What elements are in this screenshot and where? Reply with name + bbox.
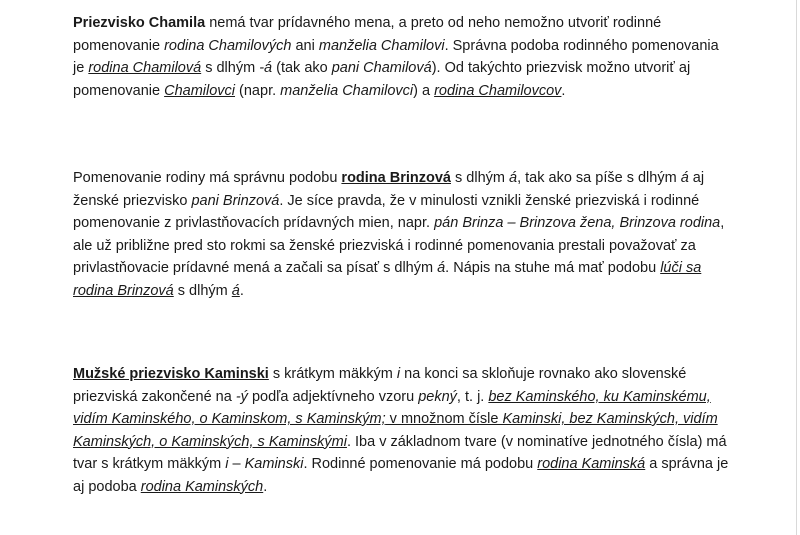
text-run: rodina Kaminských xyxy=(140,478,264,495)
text-run: s dlhým xyxy=(173,282,232,299)
text-run: manželia Chamilovci xyxy=(280,82,414,99)
paragraph-kaminski xyxy=(73,363,733,498)
text-run: . Správna podoba rodinného pomenovania je xyxy=(73,37,719,76)
text-run: Pomenovanie rodiny má správnu podobu xyxy=(73,170,342,186)
text-run: bez Kaminského, ku Kaminskému, vidím Kaminského, o Kaminskom, s Kaminským; xyxy=(73,388,711,427)
text-run: -á xyxy=(259,60,273,76)
text-run: ) a xyxy=(413,82,435,99)
text-run: rodina Kaminská xyxy=(537,456,646,472)
text-run: lúči sa rodina Brinzová xyxy=(73,260,702,299)
text-run: . Nápis na stuhe má mať podobu xyxy=(445,260,661,276)
text-run: rodina Chamilová xyxy=(88,60,202,76)
text-run: ). Od takýchto priezvisk možno utvoriť aj pomenovanie xyxy=(73,60,691,99)
text-run: . Iba v základnom tvare (v nominatíve jednotného čísla) má tvar s krátkym mäkkým xyxy=(73,433,727,472)
text-run: aj ženské priezvisko xyxy=(73,170,705,209)
text-run: – xyxy=(228,456,245,472)
text-run: á xyxy=(680,170,689,186)
text-run: Priezvisko Chamila xyxy=(73,15,206,31)
text-run: s dlhým xyxy=(451,170,510,186)
text-run: rodina Chamilovcov xyxy=(434,82,562,99)
text-run: ani xyxy=(291,37,319,54)
text-run: pán Brinza – Brinzova žena, Brinzova rodina xyxy=(434,215,721,231)
text-run: Kaminski, bez Kaminských, vidím Kaminských, o Kaminských, s Kaminskými xyxy=(73,411,718,450)
text-run: , tak ako sa píše s dlhým xyxy=(517,170,681,186)
text-run: podľa adjektívneho vzoru xyxy=(247,388,419,405)
text-run: na konci sa skloňuje rovnako ako slovenské priezviská zakončené na xyxy=(73,366,687,405)
text-run: pani Chamilová xyxy=(331,60,432,76)
text-run: , ale už približne pred sto rokmi sa ženské priezviská i rodinné pomenovania prestali považovať za privlastňovacie prídavné mená a začali sa písať s dlhým xyxy=(73,215,725,276)
text-run: s krátkym mäkkým xyxy=(268,366,397,382)
text-run: v množnom čísle xyxy=(385,411,503,427)
paragraph-chamila xyxy=(73,12,733,102)
text-run: Kaminski xyxy=(244,456,304,472)
text-run: á xyxy=(509,170,518,186)
text-run: a správna je aj podoba xyxy=(73,456,729,495)
text-run: i xyxy=(225,456,229,472)
page-edge-divider xyxy=(796,0,797,535)
text-run: . Je síce pravda, že v minulosti vznikli ženské priezviská i rodinné pomenovanie z privlastňovacích prídavných mien, napr. xyxy=(73,192,700,231)
text-run: nemá tvar prídavného mena, a preto od neho nemožno utvoriť rodinné pomenovanie xyxy=(73,15,662,54)
text-run: , t. j. xyxy=(456,388,489,405)
text-run: (napr. xyxy=(235,82,281,99)
text-run: Mužské priezvisko Kaminski xyxy=(73,366,269,382)
text-run: . Rodinné pomenovanie má podobu xyxy=(303,456,538,472)
text-run: -ý xyxy=(235,388,248,405)
text-run: . xyxy=(263,478,268,495)
text-run: rodina Chamilových xyxy=(164,37,292,54)
text-run: á xyxy=(231,282,240,299)
text-run: . xyxy=(239,282,244,299)
paragraph-brinzova xyxy=(73,167,733,302)
text-run: s dlhým xyxy=(201,60,260,76)
text-run: Chamilovci xyxy=(164,82,236,99)
text-run: (tak ako xyxy=(272,60,332,76)
text-run: rodina Brinzová xyxy=(341,170,451,186)
text-run: pani Brinzová xyxy=(191,192,280,209)
text-run: pekný xyxy=(418,388,457,405)
text-run: i xyxy=(396,366,401,382)
text-run: manželia Chamilovi xyxy=(318,37,445,54)
text-run: . xyxy=(561,82,566,99)
text-run: á xyxy=(437,260,446,276)
